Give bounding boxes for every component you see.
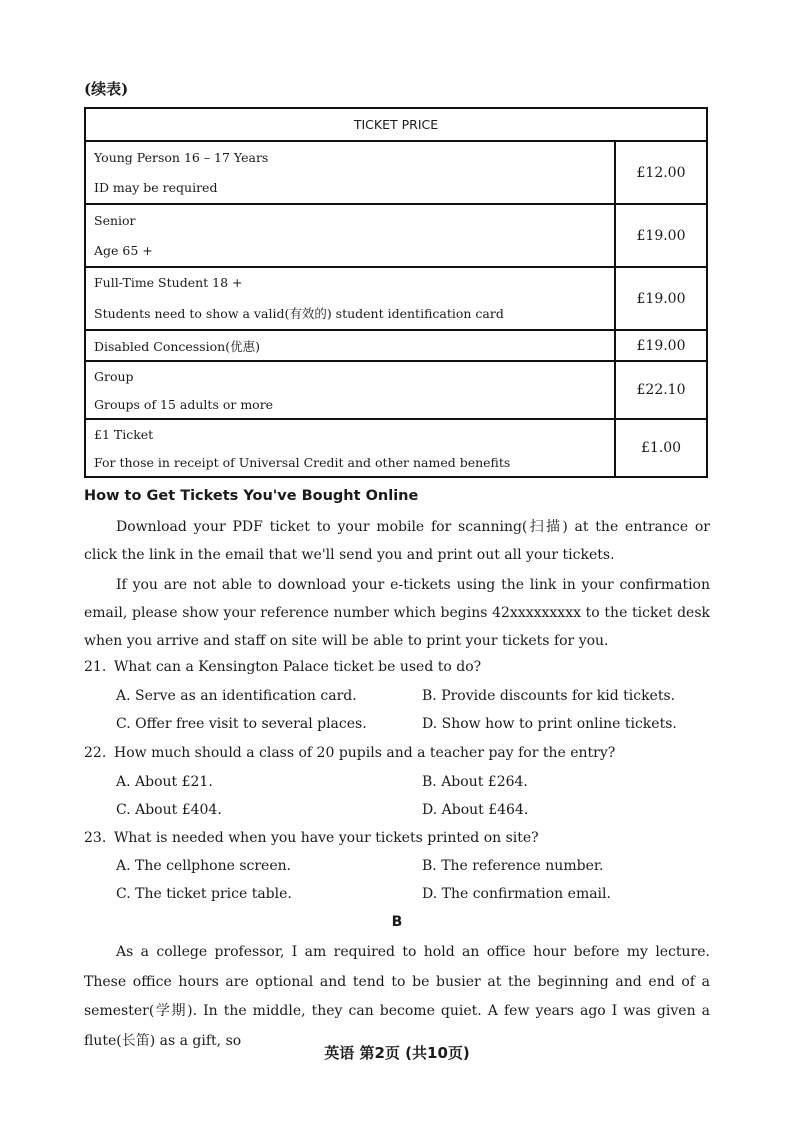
question-text: How much should a class of 20 pupils and a teacher pay for the entry? (114, 745, 616, 761)
question-21-option-d[interactable]: D. Show how to print online tickets. (422, 716, 677, 732)
question-text: What is needed when you have your tickets printed on site? (114, 830, 539, 846)
question-23-option-b[interactable]: B. The reference number. (422, 858, 604, 874)
page-footer: 英语 第2页 (共10页) (324, 1044, 470, 1062)
ticket-type: £1 Ticket (94, 426, 154, 442)
question-23-option-c[interactable]: C. The ticket price table. (116, 886, 292, 902)
ticket-row-description (86, 420, 616, 476)
ticket-type: Group (94, 368, 134, 384)
ticket-table-header: TICKET PRICE (86, 109, 706, 142)
ticket-price: £1.00 (640, 440, 682, 456)
ticket-row (86, 205, 706, 268)
ticket-note: Groups of 15 adults or more (94, 396, 274, 412)
question-number: 22. (84, 745, 107, 761)
ticket-note: For those in receipt of Universal Credit and other named benefits (94, 454, 511, 470)
question-21 (84, 659, 724, 675)
question-21-option-b[interactable]: B. Provide discounts for kid tickets. (422, 688, 676, 704)
ticket-price: £12.00 (636, 164, 686, 181)
ticket-price: £19.00 (636, 337, 686, 354)
section-b-label: B (391, 914, 403, 930)
question-23 (84, 830, 724, 846)
section-title: How to Get Tickets You've Bought Online (84, 488, 419, 504)
ticket-note: Students need to show a valid(有效的) student identification card (94, 306, 504, 321)
question-number: 21. (84, 659, 107, 675)
question-22-option-d[interactable]: D. About £464. (422, 802, 529, 818)
paragraph-reference: If you are not able to download your e-tickets using the link in your confirmation email, please show your reference number which begins 42xxxxxxxxx to the ticket desk when you arrive and staff on site will be able to print your tickets for you. (84, 577, 710, 649)
question-number: 23. (84, 830, 107, 846)
paragraph-download: Download your PDF ticket to your mobile for scanning(扫描) at the entrance or click the link in the email that we'll send you and print out all your tickets. (84, 519, 710, 563)
ticket-price: £19.00 (636, 227, 686, 244)
question-21-option-c[interactable]: C. Offer free visit to several places. (116, 716, 367, 732)
ticket-row (86, 142, 706, 205)
ticket-price: £22.10 (636, 382, 686, 398)
question-23-option-a[interactable]: A. The cellphone screen. (116, 858, 292, 874)
question-21-option-a[interactable]: A. Serve as an identification card. (116, 688, 357, 704)
ticket-row-description (86, 362, 616, 418)
question-22-option-c[interactable]: C. About £404. (116, 802, 222, 818)
question-22-option-b[interactable]: B. About £264. (422, 774, 528, 790)
ticket-price-table (84, 107, 708, 478)
ticket-row-description (86, 142, 616, 203)
ticket-row-description (86, 268, 616, 329)
question-text: What can a Kensington Palace ticket be used to do? (114, 659, 482, 675)
ticket-type: Senior (94, 212, 136, 228)
ticket-type: Full-Time Student 18 + (94, 275, 243, 290)
paragraph-section-b: As a college professor, I am required to hold an office hour before my lecture. These office hours are optional and tend to be busier at the beginning and end of a semester(学期). In the middle, they can become quiet. A few years ago I was given a flute(长笛) as a gift, so (84, 944, 710, 1049)
question-22-option-a[interactable]: A. About £21. (116, 774, 213, 790)
continued-label: (续表) (84, 80, 129, 98)
ticket-type: Disabled Concession(优惠) (94, 338, 260, 354)
ticket-price: £19.00 (636, 290, 686, 307)
ticket-row (86, 362, 706, 420)
question-22 (84, 745, 724, 761)
ticket-note: Age 65 + (94, 243, 153, 259)
ticket-row (86, 331, 706, 362)
ticket-type: Young Person 16 – 17 Years (94, 149, 269, 165)
question-23-option-d[interactable]: D. The confirmation email. (422, 886, 611, 902)
ticket-row (86, 420, 706, 476)
ticket-note: ID may be required (94, 180, 218, 196)
ticket-row (86, 268, 706, 331)
ticket-row-description (86, 205, 616, 266)
ticket-row-description (86, 331, 616, 360)
